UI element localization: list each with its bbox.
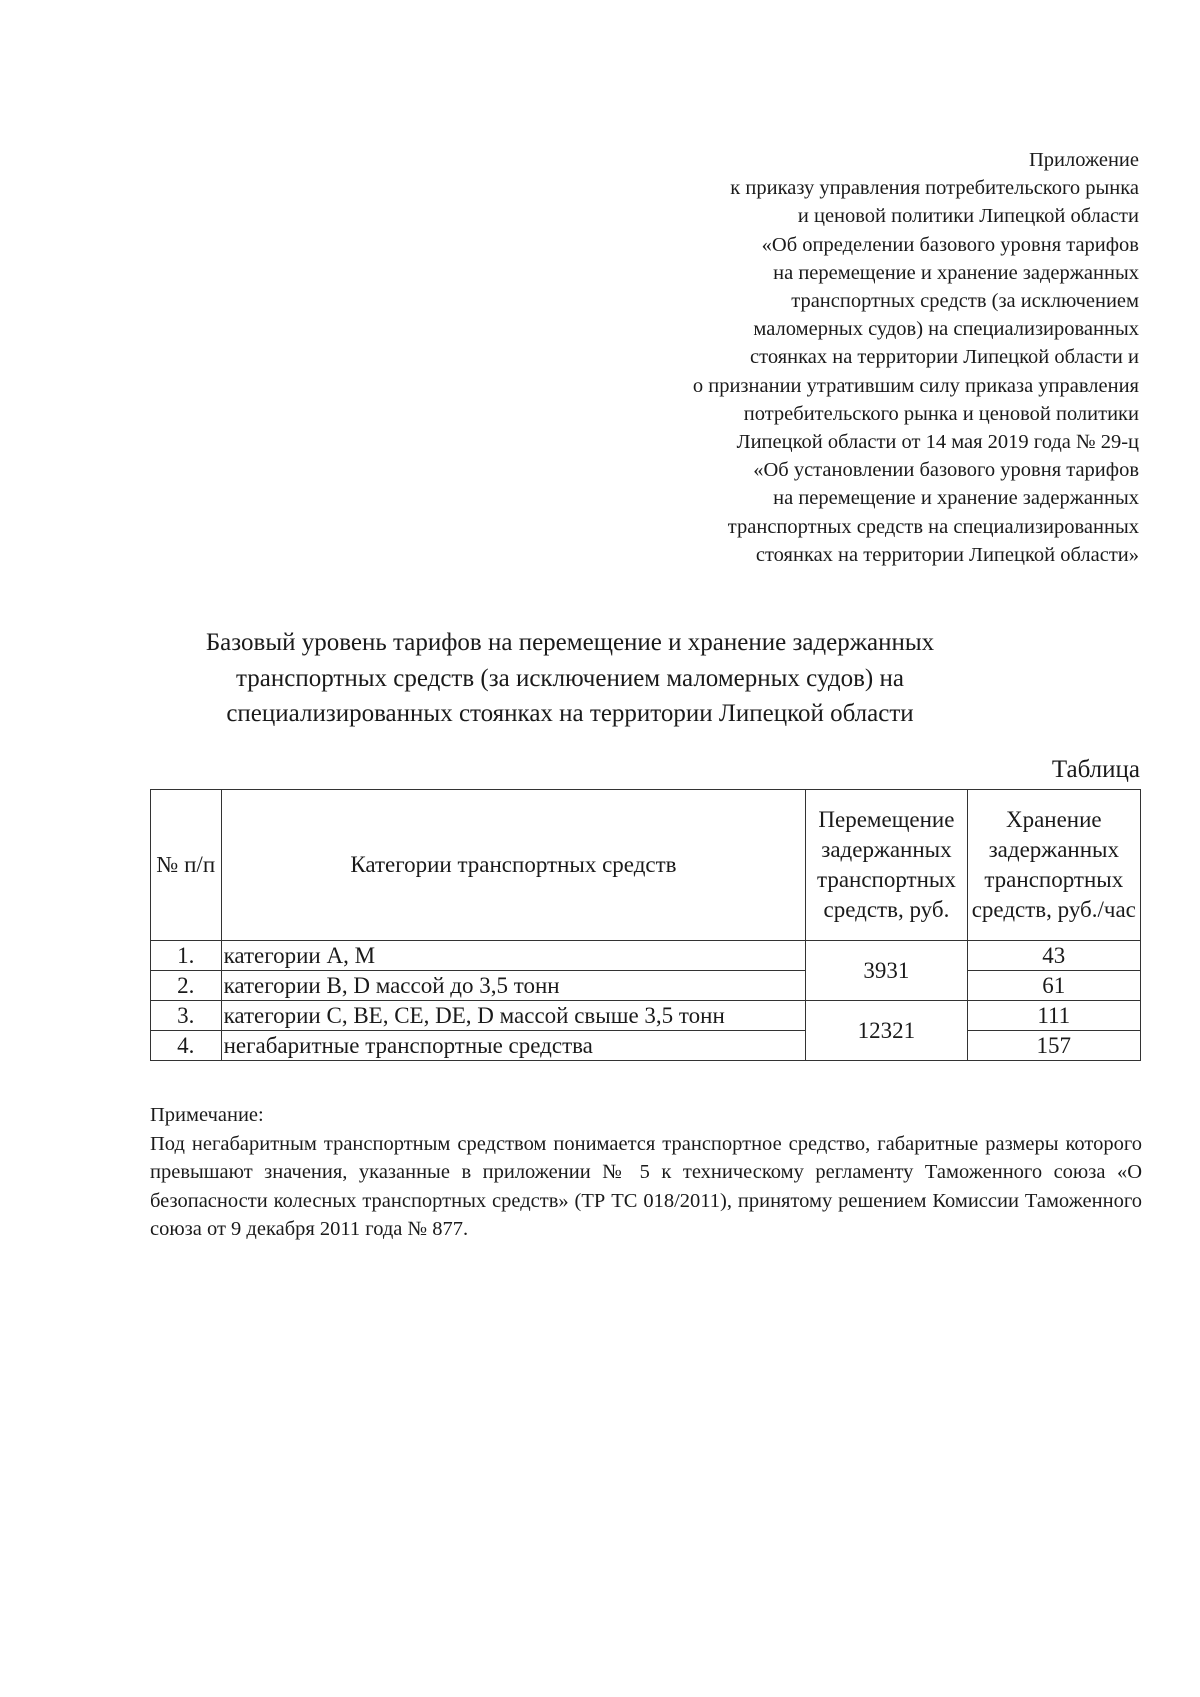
row-category: категории C, BE, CE, DE, D массой свыше 3,5 тонн <box>221 1001 806 1031</box>
row-num: 2. <box>151 971 222 1001</box>
store-price: 157 <box>967 1031 1140 1061</box>
title-line: специализированных стоянках на территории Липецкой области <box>226 700 914 727</box>
note-section <box>150 1101 1142 1244</box>
note-text: Под негабаритным транспортным средством понимается транспортное средство, габаритные размеры которого превышают значения, указанные в приложении № 5 к техническому регламенту Таможенного союза «О безопасности колесных транспортных средств» (ТР ТС 018/2011), принятому решением Комиссии Таможенного союза от 9 декабря 2011 года № 877. <box>150 1132 1142 1240</box>
appendix-line: на перемещение и хранение задержанных <box>773 261 1139 284</box>
appendix-line: стоянках на территории Липецкой области» <box>755 543 1139 566</box>
title-line: транспортных средств (за исключением маломерных судов) на <box>236 664 904 692</box>
row-num: 4. <box>151 1031 222 1061</box>
row-category: категории A, M <box>221 941 806 971</box>
store-price: 43 <box>967 941 1140 971</box>
appendix-line: Липецкой области от 14 мая 2019 года № 29-ц <box>736 431 1139 454</box>
table-caption: Таблица <box>1051 756 1140 783</box>
appendix-line: стоянках на территории Липецкой области и <box>750 346 1139 369</box>
table-row <box>151 971 1141 1001</box>
store-price: 111 <box>967 1001 1140 1031</box>
header-move: Перемещение задержанных транспортных средств, руб. <box>806 790 967 941</box>
row-num: 1. <box>151 941 222 971</box>
appendix-line: «Об установлении базового уровня тарифов <box>753 459 1139 482</box>
appendix-line: «Об определении базового уровня тарифов <box>761 233 1139 256</box>
appendix-line: транспортных средств (за исключением <box>791 290 1139 313</box>
document-title <box>140 625 1000 732</box>
table-row <box>151 941 1141 971</box>
move-price: 12321 <box>806 1001 967 1061</box>
appendix-header <box>693 146 1139 569</box>
header-store: Хранение задержанных транспортных средств, руб./час <box>967 790 1140 941</box>
note-heading: Примечание: <box>150 1104 264 1126</box>
appendix-line: к приказу управления потребительского рынка <box>730 177 1139 200</box>
row-category: категории B, D массой до 3,5 тонн <box>221 971 806 1001</box>
appendix-line: Приложение <box>1028 149 1139 171</box>
table-row <box>151 1031 1141 1061</box>
move-price: 3931 <box>806 941 967 1001</box>
tariffs-table <box>150 789 1141 1061</box>
store-price: 61 <box>967 971 1140 1001</box>
appendix-line: транспортных средств на специализированных <box>727 515 1139 538</box>
appendix-line: о признании утратившим силу приказа управления <box>692 374 1139 397</box>
row-num: 3. <box>151 1001 222 1031</box>
appendix-line: и ценовой политики Липецкой области <box>797 205 1139 228</box>
appendix-line: на перемещение и хранение задержанных <box>773 487 1139 510</box>
header-category: Категории транспортных средств <box>221 790 806 941</box>
header-num: № п/п <box>151 790 222 941</box>
table-row <box>151 1001 1141 1031</box>
row-category: негабаритные транспортные средства <box>221 1031 806 1061</box>
appendix-line: потребительского рынка и ценовой политики <box>743 402 1139 425</box>
title-line: Базовый уровень тарифов на перемещение и хранение задержанных <box>205 629 935 656</box>
table-header-row <box>151 790 1141 941</box>
appendix-line: маломерных судов) на специализированных <box>753 318 1139 341</box>
